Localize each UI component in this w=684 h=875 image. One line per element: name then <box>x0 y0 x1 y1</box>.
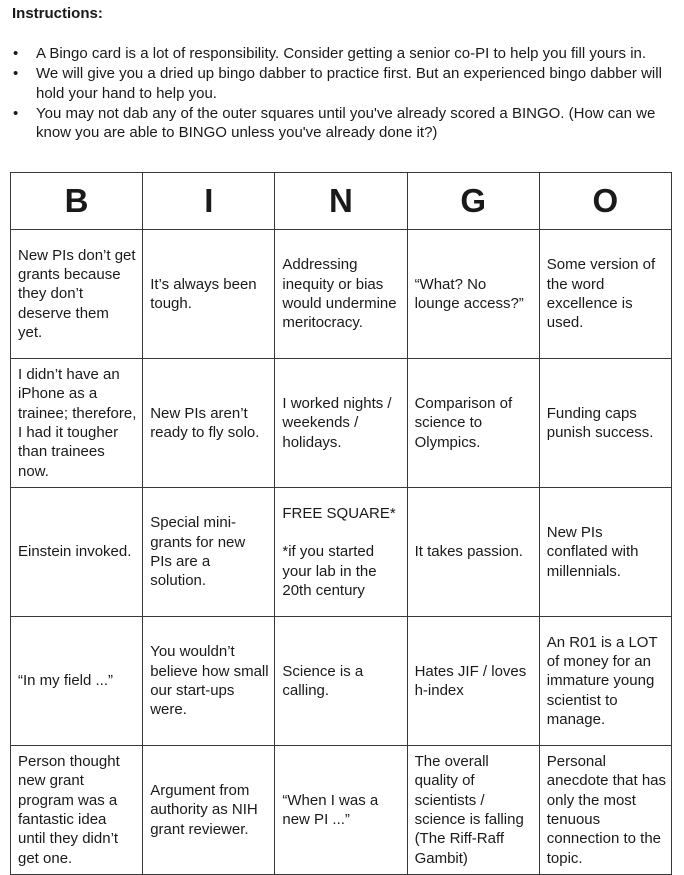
instruction-text: A Bingo card is a lot of responsibility. Consider getting a senior co-PI to help you fill yours in. <box>36 45 647 62</box>
bingo-cell[interactable]: An R01 is a LOT of money for an immature young scientist to manage. <box>539 617 671 746</box>
bingo-row <box>11 488 672 617</box>
bingo-cell[interactable]: Comparison of science to Olympics. <box>407 359 539 488</box>
bullet-icon: • <box>13 65 19 82</box>
instruction-item <box>12 104 676 143</box>
bingo-row <box>11 617 672 746</box>
bingo-cell[interactable]: You wouldn’t believe how small our start-ups were. <box>143 617 275 746</box>
bingo-free-square[interactable]: FREE SQUARE* *if you started your lab in the 20th century <box>275 488 407 617</box>
bingo-header-n: N <box>275 173 407 230</box>
bingo-cell[interactable]: I worked nights / weekends / holidays. <box>275 359 407 488</box>
bingo-cell[interactable]: Personal anecdote that has only the most tenuous connection to the topic. <box>539 746 671 875</box>
bingo-header-b: B <box>11 173 143 230</box>
instruction-item <box>12 44 676 64</box>
instruction-list <box>12 44 676 143</box>
bingo-cell[interactable]: “When I was a new PI ...” <box>275 746 407 875</box>
bingo-header-o: O <box>539 173 671 230</box>
bingo-cell[interactable]: It takes passion. <box>407 488 539 617</box>
instruction-item <box>12 64 676 103</box>
bingo-header-i: I <box>143 173 275 230</box>
bullet-icon: • <box>13 45 19 62</box>
bingo-cell[interactable]: It’s always been tough. <box>143 230 275 359</box>
bingo-cell[interactable]: I didn’t have an iPhone as a trainee; therefore, I had it tougher than trainees now. <box>11 359 143 488</box>
bullet-icon: • <box>13 104 19 122</box>
bingo-cell[interactable]: “In my field ...” <box>11 617 143 746</box>
bingo-cell[interactable]: Funding caps punish success. <box>539 359 671 488</box>
bingo-cell[interactable]: Some version of the word excellence is used. <box>539 230 671 359</box>
bingo-cell[interactable]: “What? No lounge access?” <box>407 230 539 359</box>
bingo-card <box>10 172 672 875</box>
bingo-cell[interactable]: New PIs don’t get grants because they don’t deserve them yet. <box>11 230 143 359</box>
bingo-cell[interactable]: Person thought new grant program was a fantastic idea until they didn’t get one. <box>11 746 143 875</box>
bingo-row <box>11 746 672 875</box>
bingo-cell[interactable]: New PIs aren’t ready to fly solo. <box>143 359 275 488</box>
bingo-header-row <box>11 173 672 230</box>
bingo-cell[interactable]: Science is a calling. <box>275 617 407 746</box>
bingo-cell[interactable]: Addressing inequity or bias would undermine meritocracy. <box>275 230 407 359</box>
instructions-title: Instructions: <box>12 5 103 22</box>
bingo-cell[interactable]: Special mini-grants for new PIs are a solution. <box>143 488 275 617</box>
bingo-cell[interactable]: The overall quality of scientists / science is falling (The Riff-Raff Gambit) <box>407 746 539 875</box>
bingo-cell[interactable]: Argument from authority as NIH grant reviewer. <box>143 746 275 875</box>
bingo-cell[interactable]: New PIs conflated with millennials. <box>539 488 671 617</box>
instruction-text: You may not dab any of the outer squares until you've already scored a BINGO. (How can we know you are able to BINGO unless you've already done it?) <box>36 104 656 141</box>
bingo-row <box>11 230 672 359</box>
bingo-header-g: G <box>407 173 539 230</box>
bingo-cell[interactable]: Einstein invoked. <box>11 488 143 617</box>
bingo-cell[interactable]: Hates JIF / loves h-index <box>407 617 539 746</box>
instruction-text: We will give you a dried up bingo dabber to practice first. But an experienced bingo dabber will hold your hand to help you. <box>36 65 662 102</box>
bingo-row <box>11 359 672 488</box>
